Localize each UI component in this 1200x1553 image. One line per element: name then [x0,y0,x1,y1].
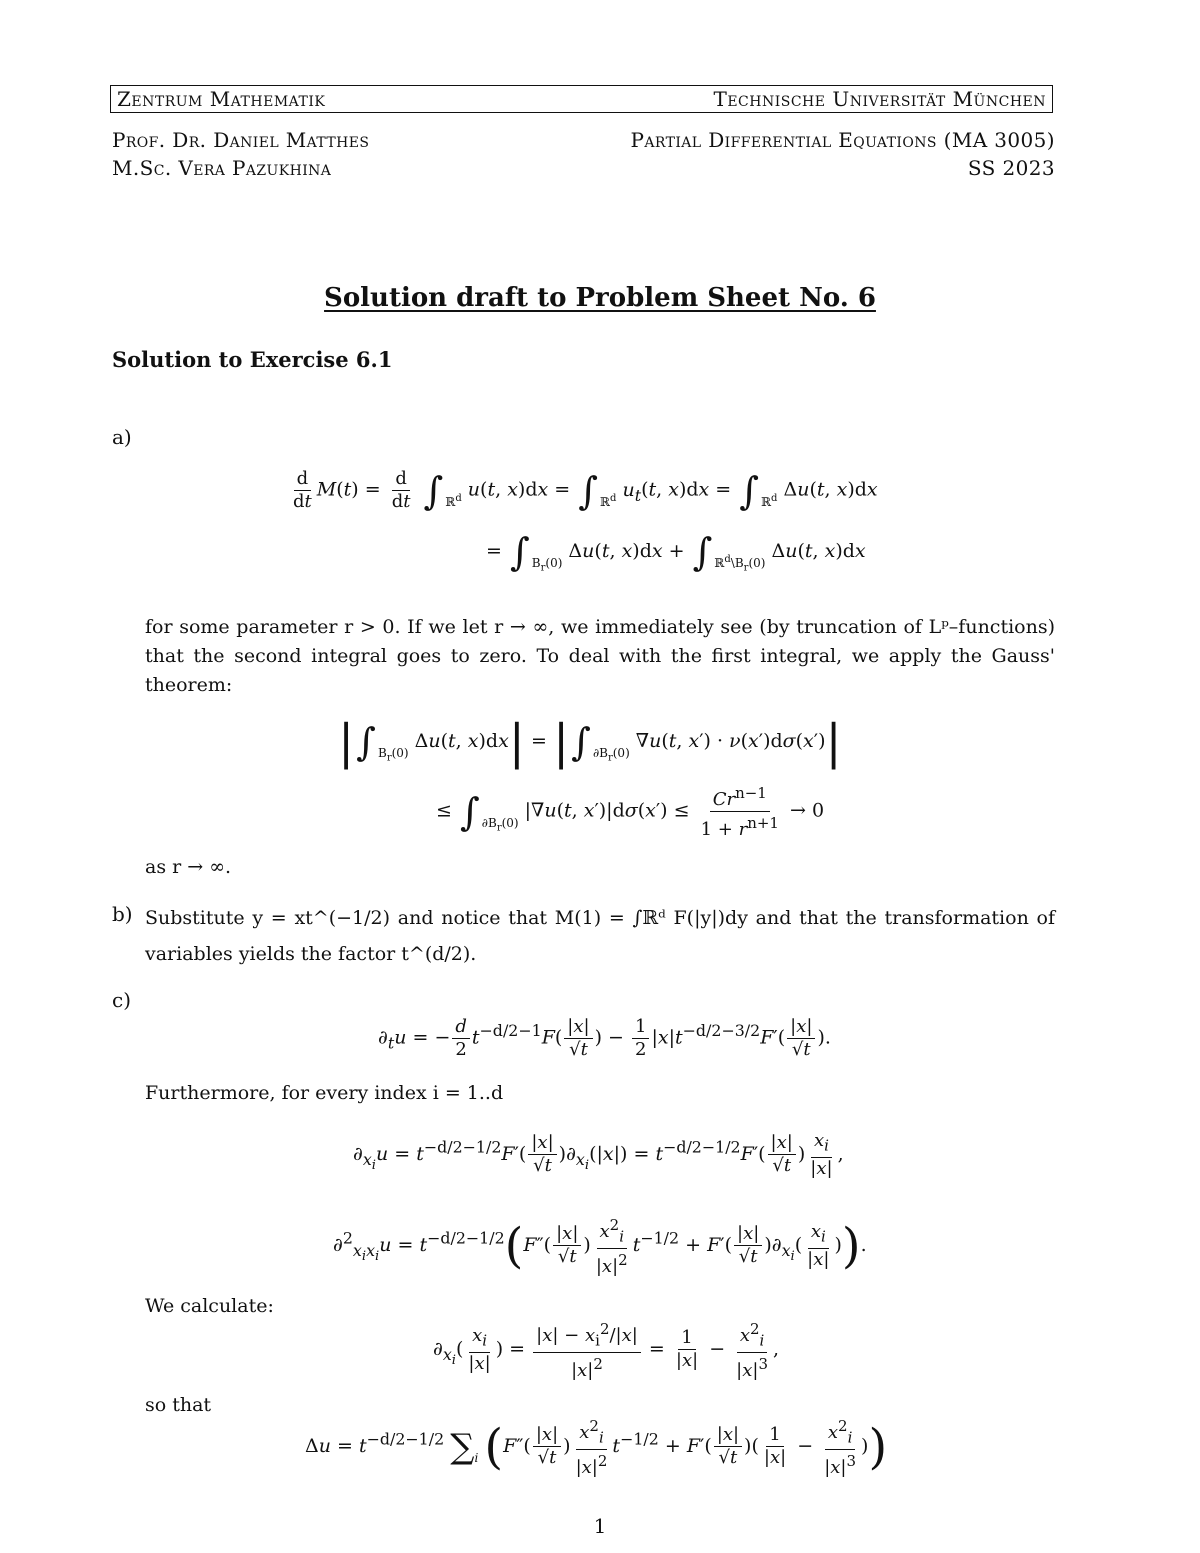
equation-c-1: $\partial_tu$ = − $\frac{d}{2}$ $t^{-d/2-1}F$( $\frac{|x|}{√t}$ ) − $\frac{1}{2}$ $|x|t^{-d/2-3/2}F'$( $\frac{|x|}{√t}$ ). [378,1016,831,1060]
assistant-name: M.Sc. Vera Pazukhina [112,156,332,180]
equation-c-3: $\partial^2_{x_ix_i}u = t^{-d/2-1/2}(F''$( $\frac{|x|}{√t}$ ) $\frac{x^2_i}{|x|^2}$ $t^{-1/2} + F'$( $\frac{|x|}{√t}$ )$\partial_{x_i}$( $\frac{x_i}{|x|}$ )). [333,1216,867,1277]
part-c-furthermore: Furthermore, for every index i = 1..d [145,1082,504,1104]
part-b-label: b) [112,902,133,926]
section-title: Solution to Exercise 6.1 [112,347,393,372]
part-c-sothat: so that [145,1394,212,1416]
professor-name: Prof. Dr. Daniel Matthes [112,128,370,152]
page-title: Solution draft to Problem Sheet No. 6 [324,283,876,313]
header-row-1 [112,128,1055,152]
part-c-calculate: We calculate: [145,1295,274,1317]
semester: SS 2023 [967,156,1055,180]
institute-name: Zentrum Mathematik [117,87,326,111]
page-number: 1 [593,1514,607,1538]
equation-c-4: $\partial_{x_i}$( $\frac{x_i}{|x|}$ ) = $\frac{|x| - x_i^2/|x|}{|x|^2}$ = $\frac{1}{|x|}$ − $\frac{x^2_i}{|x|^3}$ , [433,1320,780,1381]
equation-c-5: $\Delta u = t^{-d/2-1/2}$ $\sum_i$ (F″( $\frac{|x|}{√t}$ ) $\frac{x^2_i}{|x|^2}$ $t^{-1/2} + F'$( $\frac{|x|}{√t}$ )( $\frac{1}{|x|}$ − $\frac{x^2_i}{|x|^3}$ )) [305,1417,888,1478]
part-b-paragraph: Substitute y = xt^(−1/2) and notice that M(1) = ∫ℝᵈ F(|y|)dy and that the transformation of variables yields the factor t^(d/2). [145,907,1055,965]
part-c-label: c) [112,988,132,1012]
part-a-paragraph: for some parameter r > 0. If we let r → ∞, we immediately see (by truncation of Lᵖ–functions) that the second integral goes to zero. To deal with the first integral, we apply the Gauss' theorem: [145,616,1055,696]
equation-a-4: ≤ ∫ $_{\partial B_r(0)}$ |∇u(t, x′)|dσ(x′) ≤ $\frac{Cr^{n-1}}{1 + r^{n+1}}$ → 0 [436,784,825,840]
course-name: Partial Differential Equations (MA 3005) [630,128,1055,152]
header-row-2 [112,156,1055,180]
part-a-label: a) [112,425,132,449]
equation-a-2: = ∫ $_{B_r(0)}$ Δu(t, x)dx + ∫ $_{ℝ^d\backslash B_r(0)}$ Δu(t, x)dx [486,530,866,574]
equation-a-3: |∫ $_{B_r(0)}$ Δu(t, x)dx| = |∫ $_{\partial B_r(0)}$ ∇u(t, x′) · ν(x′)dσ(x′)| [338,714,842,770]
header-box [110,85,1053,113]
university-name: Technische Universität München [713,87,1046,111]
part-a-conclusion: as r → ∞. [145,856,232,878]
equation-a-1: $\frac{d}{dt}$ M(t) = $\frac{d}{dt}$ ∫ $_{ℝ^d}$ u(t, x)dx = ∫ $_{ℝ^d}$ $u_t(t$, x)dx = ∫ $_{ℝ^d}$ Δu(t, x)dx [293,468,878,513]
equation-c-2: $\partial_{x_i}u = t^{-d/2-1/2}F'$( $\frac{|x|}{√t}$ )$\partial_{x_i}(|x|) = t^{-d/2-1/2}F'$( $\frac{|x|}{√t}$ ) $\frac{x_i}{|x|}$ , [353,1130,844,1179]
